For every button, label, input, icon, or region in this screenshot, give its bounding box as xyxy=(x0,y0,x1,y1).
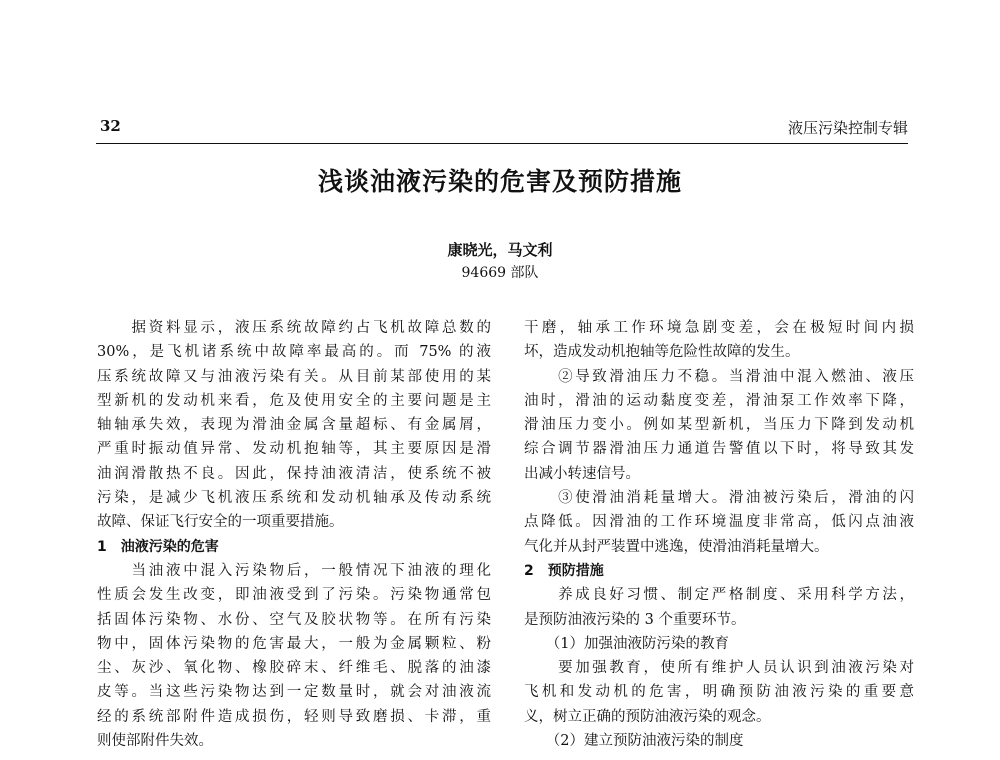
section-heading: 2 预防措施 xyxy=(524,562,604,579)
text-line: 坏，造成发动机抱轴等危险性故障的发生。 xyxy=(524,344,800,361)
text-line: 点降低。因滑油的工作环境温度非常高，低闪点油液 xyxy=(524,514,914,531)
text-line: 义，树立正确的预防油液污染的观念。 xyxy=(524,708,771,725)
article-title: 浅谈油液污染的危害及预防措施 xyxy=(317,167,682,196)
text-line: 严重时振动值异常、发动机抱轴等，其主要原因是滑 xyxy=(97,441,491,458)
text-line: 型新机的发动机来看，危及使用安全的主要问题是主 xyxy=(97,392,491,409)
page-number: 32 xyxy=(100,117,121,135)
text-line: 30%，是飞机诸系统中故障率最高的。而 75% 的液 xyxy=(97,344,491,361)
text-line: 要加强教育，使所有维护人员认识到油液污染对 xyxy=(524,660,914,677)
text-line: 气化并从封严装置中逃逸，使滑油消耗量增大。 xyxy=(524,538,829,555)
text-line: 滑油压力变小。例如某型新机，当压力下降到发动机 xyxy=(524,417,914,434)
text-line: 括固体污染物、水份、空气及胶状物等。在所有污染 xyxy=(97,611,491,628)
text-line: ③使滑油消耗量增大。滑油被污染后，滑油的闪 xyxy=(524,490,914,507)
left-column xyxy=(97,316,491,753)
subsection-heading: （2）建立预防油液污染的制度 xyxy=(524,733,744,750)
right-column xyxy=(524,316,914,753)
text-line: 油润滑散热不良。因此，保持油液清洁，使系统不被 xyxy=(97,465,491,482)
text-line: 油时，滑油的运动黏度变差，滑油泵工作效率下降， xyxy=(524,392,914,409)
article-authors: 康晓光，马文利 xyxy=(447,241,553,259)
text-line: 出减小转速信号。 xyxy=(524,465,640,482)
text-line: 干磨，轴承工作环境急剧变差，会在极短时间内损 xyxy=(524,320,914,336)
header-rule xyxy=(96,143,908,144)
text-line: 综合调节器滑油压力通道告警值以下时，将导致其发 xyxy=(524,441,914,458)
journal-title: 液压污染控制专辑 xyxy=(787,119,908,137)
text-line: 尘、灰沙、氧化物、橡胶碎末、纤维毛、脱落的油漆 xyxy=(97,660,491,677)
text-line: 据资料显示，液压系统故障约占飞机故障总数的 xyxy=(97,320,491,336)
text-line: 压系统故障又与油液污染有关。从目前某部使用的某 xyxy=(97,368,491,385)
article-affiliation: 94669 部队 xyxy=(461,265,539,281)
text-line: 污染，是减少飞机液压系统和发动机轴承及传动系统 xyxy=(97,490,491,507)
text-line: 则使部附件失效。 xyxy=(97,733,213,750)
text-line: 皮等。当这些污染物达到一定数量时，就会对油液流 xyxy=(97,684,491,701)
text-line: 经的系统部附件造成损伤，轻则导致磨损、卡滞，重 xyxy=(97,708,491,725)
text-line: 养成良好习惯、制定严格制度、采用科学方法， xyxy=(524,587,914,604)
text-line: 物中，固体污染物的危害最大，一般为金属颗粒、粉 xyxy=(97,635,491,652)
text-line: 是预防油液污染的 3 个重要环节。 xyxy=(524,611,746,628)
text-line: 轴轴承失效，表现为滑油金属含量超标、有金属屑， xyxy=(97,417,491,434)
text-line: 性质会发生改变，即油液受到了污染。污染物通常包 xyxy=(97,587,491,604)
text-line: 故障、保证飞行安全的一项重要措施。 xyxy=(97,514,344,531)
text-line: ②导致滑油压力不稳。当滑油中混入燃油、液压 xyxy=(524,368,914,385)
section-heading: 1 油液污染的危害 xyxy=(97,538,219,555)
subsection-heading: （1）加强油液防污染的教育 xyxy=(524,635,729,652)
text-line: 飞机和发动机的危害，明确预防油液污染的重要意 xyxy=(524,684,914,701)
text-line: 当油液中混入污染物后，一般情况下油液的理化 xyxy=(97,562,491,579)
